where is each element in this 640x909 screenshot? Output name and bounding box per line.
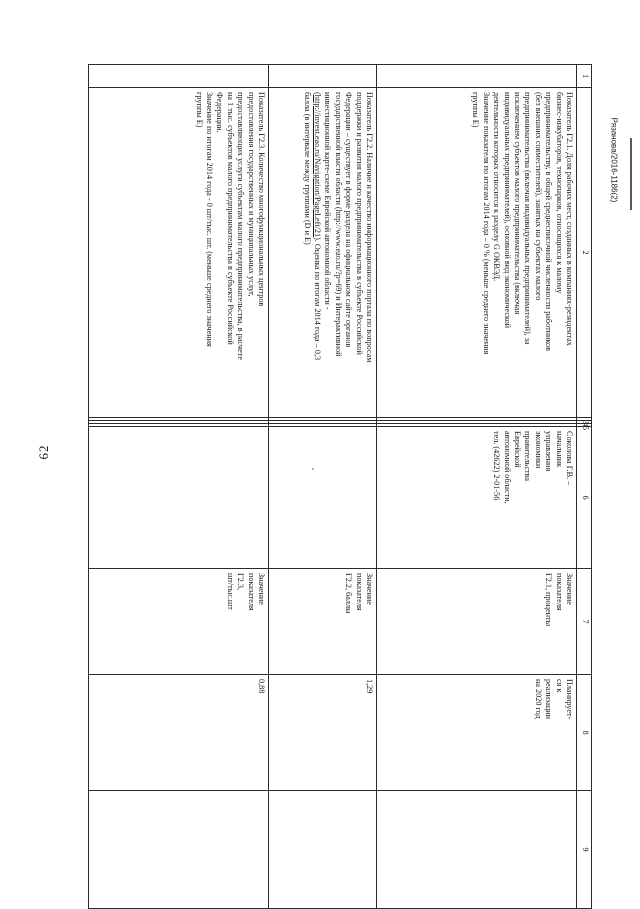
target-cell: 1,29 xyxy=(269,675,377,791)
scan-edge-mark xyxy=(630,138,632,210)
value-label-cell: Значение показателя Г2.3, шт/тыс.шт xyxy=(89,569,269,675)
rotated-table-container xyxy=(88,64,592,908)
empty-cell xyxy=(269,791,377,909)
table-row xyxy=(377,65,577,909)
table-row xyxy=(89,65,269,909)
value-label-cell: Значение показателя Г2.2, баллы xyxy=(269,569,377,675)
table-row xyxy=(269,65,377,909)
row-number-cell xyxy=(89,65,269,88)
page-number: 62 xyxy=(36,444,51,460)
indicator-cell: Показатель Г2.1. Доля рабочих мест, созданных в компаниях-резидентах бизнес-инкубаторов, технопарков, относящихся к малому предпринимательству, в общей среднесписочной численности работников (без внешних совместителей), занятых на субъектах малого предпринимательства (включая индивидуальных предпринимателей), за исключением субъектов малого предпринимательства (включая индивидуальных предпринимателей), основной вид экономической деятельности которых относится к разделу G ОКВЭД. Значение показателя по итогам 2014 года – 0 % (меньше среднего значения группы Е) xyxy=(377,88,577,418)
column-header: 6 xyxy=(577,427,592,569)
empty-cell xyxy=(89,791,269,909)
portal-link[interactable]: http://invest.eao.ru/Navigation/PageLeft/21 xyxy=(312,94,322,238)
row-number-cell xyxy=(377,65,577,88)
column-header: 5 xyxy=(577,424,592,427)
indicator-cell xyxy=(269,88,377,418)
column-header: 4 xyxy=(577,421,592,424)
responsible-cell: Соколова Г.В. – начальник управления экономики правительства Еврейской автономной области, тел. (42622) 2-01-56 xyxy=(377,427,577,569)
target-cell: 0,88 xyxy=(89,675,269,791)
column-header: 8 xyxy=(577,675,592,791)
document-code: Рязанова/2016-1186(2) xyxy=(609,117,619,203)
empty-cell xyxy=(377,791,577,909)
target-cell: Планирует- ся к реализации на 2020 год xyxy=(377,675,577,791)
responsible-cell xyxy=(89,427,269,569)
column-header: 7 xyxy=(577,569,592,675)
indicator-cell: Показатель Г2.3. Количество многофункциональных центров предоставления государственных и муниципальных услуг, предоставляющих услуги субъектам малого предпринимательства, в расчете на 1 тыс. субъектов малого предпринимательства в субъекте Российской Федерации. Значение по итогам 2014 года - 0 шт/тыс. шт. (меньше среднего значения группы Е) xyxy=(89,88,269,418)
measures-table xyxy=(88,64,592,909)
column-header: 9 xyxy=(577,791,592,909)
column-header: 3 xyxy=(577,418,592,421)
responsible-cell xyxy=(269,427,377,569)
indicator-text: ). Оценка по итогам 2014 года – 0,3 балла (в интервале между группами (D и E) xyxy=(302,92,322,361)
row-number-cell xyxy=(269,65,377,88)
column-header: 2 xyxy=(577,88,592,418)
column-header-row xyxy=(577,65,592,909)
column-header: 1 xyxy=(577,65,592,88)
value-label-cell: Значение показателя Г2.1, проценты xyxy=(377,569,577,675)
indicator-text: Показатель Г2.2. Наличие и качество информационного портала по вопросам поддержки и развития малого предпринимательства в субъекте Российской Федерации – существует в форме раздела на официальном сайте органов государственной власти области (http://www.eao.ru/?p=69) и Интерактивной инвестиционной карте-схеме Еврейской автономной области - ( xyxy=(312,92,374,363)
